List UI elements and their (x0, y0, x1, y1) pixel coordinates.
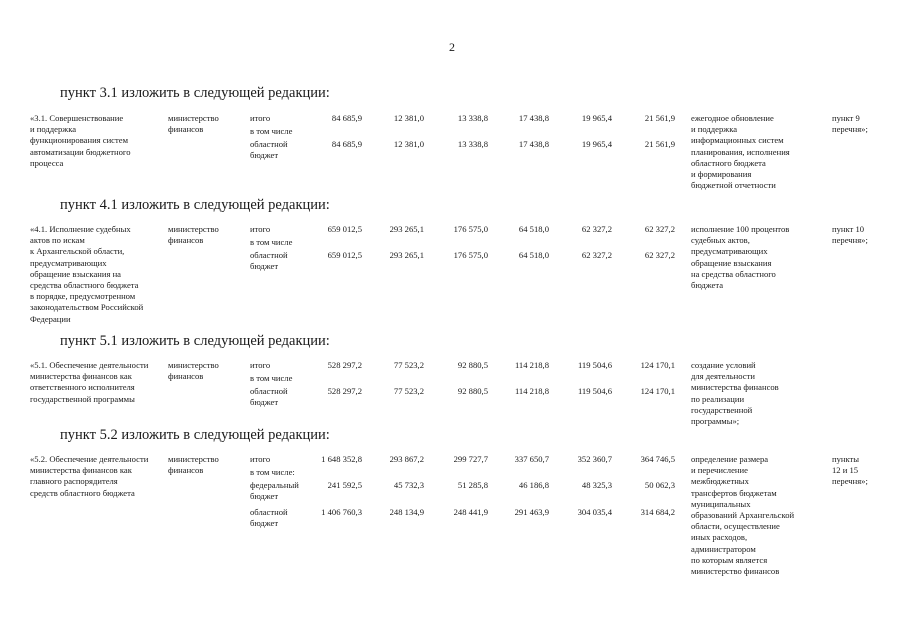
expected-result (691, 454, 794, 577)
funding-value: 314 684,2 (640, 507, 675, 517)
section-heading: пункт 5.2 изложить в следующей редакции: (60, 427, 330, 443)
funding-value: 92 880,5 (457, 360, 488, 370)
measure-name-line: актов по искам (30, 235, 85, 246)
funding-value: 17 438,8 (518, 139, 549, 149)
measure-name-line: «3.1. Совершенствование (30, 113, 124, 123)
expected-result-line: информационных систем (691, 135, 784, 146)
expected-result-line: на средства областного (691, 268, 776, 279)
funding-value: 528 297,2 (327, 386, 362, 396)
funding-value: 77 523,2 (393, 360, 424, 370)
expected-result-line: определение размера (691, 454, 769, 464)
expected-result-line: областного бюджета (691, 157, 766, 168)
row-label-line: областной (250, 139, 288, 149)
funding-value: 248 134,9 (389, 507, 424, 517)
funding-value: 51 285,8 (457, 480, 488, 490)
expected-result-line: исполнение 100 процентов (691, 224, 790, 234)
funding-value: 92 880,5 (457, 386, 488, 396)
funding-value: 13 338,8 (457, 113, 488, 123)
funding-value: 62 327,2 (644, 224, 675, 234)
measure-name-line: главного распорядителя (30, 476, 118, 487)
row-label-line: бюджет (250, 261, 279, 272)
measure-name-line: и поддержка (30, 124, 77, 135)
executor-line: финансов (168, 371, 204, 382)
funding-value: 21 561,9 (644, 113, 675, 123)
funding-value: 50 062,3 (644, 480, 675, 490)
measure-name (30, 360, 148, 405)
funding-value: 124 170,1 (640, 360, 675, 370)
expected-result-line: судебных актов, (691, 235, 750, 246)
measure-name-line: министерства финансов как (30, 465, 132, 476)
measure-name-line: «4.1. Исполнение судебных (30, 224, 131, 234)
row-label (250, 113, 270, 124)
measure-name-line: законодательством Российской (30, 302, 144, 313)
funding-value: 1 648 352,8 (321, 454, 362, 464)
expected-result-line: государственной (691, 404, 753, 415)
funding-value: 659 012,5 (327, 250, 362, 260)
funding-value: 114 218,8 (514, 386, 549, 396)
measure-name-line: «5.1. Обеспечение деятельности (30, 360, 149, 370)
funding-value: 19 965,4 (581, 113, 612, 123)
row-label (250, 360, 270, 371)
section-heading: пункт 5.1 изложить в следующей редакции: (60, 333, 330, 349)
list-reference (832, 113, 868, 135)
row-label-line: бюджет (250, 518, 279, 529)
row-label-line: в том числе (250, 236, 293, 247)
row-label-line: бюджет (250, 397, 279, 408)
row-label (250, 373, 292, 384)
expected-result-line: и поддержка (691, 124, 738, 135)
executor (168, 224, 219, 246)
funding-value: 64 518,0 (518, 250, 549, 260)
measure-name-line: средства областного бюджета (30, 280, 139, 291)
expected-result-line: программы»; (691, 416, 740, 427)
row-label (250, 224, 270, 235)
row-label (250, 386, 288, 408)
row-label-line: в том числе: (250, 466, 295, 477)
funding-value: 119 504,6 (577, 386, 612, 396)
expected-result-line: создание условий (691, 360, 756, 370)
expected-result-line: межбюджетных (691, 476, 749, 487)
row-label-line: бюджет (250, 491, 279, 502)
list-reference-line: пункты (832, 454, 860, 464)
expected-result (691, 113, 790, 191)
row-label (250, 126, 292, 137)
expected-result-line: области, осуществление (691, 521, 780, 532)
funding-value: 64 518,0 (518, 224, 549, 234)
executor-line: министерство (168, 224, 219, 234)
funding-value: 352 360,7 (577, 454, 612, 464)
funding-value: 77 523,2 (393, 386, 424, 396)
list-reference (832, 224, 868, 246)
expected-result-line: по которым является (691, 554, 768, 565)
expected-result-line: для деятельности (691, 371, 755, 382)
expected-result-line: бюджета (691, 280, 724, 291)
funding-value: 62 327,2 (581, 250, 612, 260)
list-reference-line: пункт 9 (832, 113, 860, 123)
expected-result-line: иных расходов, (691, 532, 748, 543)
list-reference-line: 12 и 15 (832, 465, 859, 476)
executor-line: министерство (168, 454, 219, 464)
measure-name-line: государственной программы (30, 393, 135, 404)
expected-result-line: администратором (691, 543, 756, 554)
funding-value: 13 338,8 (457, 139, 488, 149)
funding-value: 299 727,7 (453, 454, 488, 464)
measure-name-line: министерства финансов как (30, 371, 132, 382)
expected-result-line: бюджетной отчетности (691, 180, 776, 191)
funding-value: 45 732,3 (393, 480, 424, 490)
executor (168, 113, 219, 135)
expected-result-line: и формирования (691, 169, 752, 180)
executor-line: министерство (168, 360, 219, 370)
funding-value: 248 441,9 (453, 507, 488, 517)
measure-name-line: «5.2. Обеспечение деятельности (30, 454, 149, 464)
measure-name-line: обращение взыскания на (30, 268, 121, 279)
funding-value: 293 265,1 (389, 224, 424, 234)
funding-value: 84 685,9 (331, 139, 362, 149)
page-number: 2 (449, 40, 455, 54)
funding-value: 46 186,8 (518, 480, 549, 490)
funding-value: 17 438,8 (518, 113, 549, 123)
measure-name-line: функционирования систем (30, 135, 129, 146)
funding-value: 293 265,1 (389, 250, 424, 260)
row-label (250, 480, 299, 502)
expected-result-line: министерство финансов (691, 566, 780, 577)
funding-value: 291 463,9 (514, 507, 549, 517)
expected-result-line: образований Архангельской (691, 510, 795, 521)
measure-name-line: предусматривающих (30, 257, 107, 268)
section-heading: пункт 3.1 изложить в следующей редакции: (60, 85, 330, 101)
expected-result-line: обращение взыскания (691, 257, 772, 268)
row-label-line: областной (250, 507, 288, 517)
section-heading: пункт 4.1 изложить в следующей редакции: (60, 197, 330, 213)
measure-name-line: к Архангельской области, (30, 246, 125, 257)
expected-result-line: предусматривающих (691, 246, 768, 257)
funding-value: 124 170,1 (640, 386, 675, 396)
row-label-line: итого (250, 224, 271, 234)
expected-result (691, 224, 789, 291)
funding-value: 241 592,5 (327, 480, 362, 490)
expected-result (691, 360, 779, 427)
funding-value: 176 575,0 (453, 224, 488, 234)
funding-value: 62 327,2 (581, 224, 612, 234)
expected-result-line: планирования, исполнения (691, 146, 790, 157)
list-reference-line: перечня»; (832, 235, 868, 246)
funding-value: 364 746,5 (640, 454, 675, 464)
row-label (250, 250, 288, 272)
list-reference-line: перечня»; (832, 476, 868, 487)
list-reference-line: перечня»; (832, 124, 868, 135)
funding-value: 19 965,4 (581, 139, 612, 149)
funding-value: 304 035,4 (577, 507, 612, 517)
executor-line: министерство (168, 113, 219, 123)
funding-value: 1 406 760,3 (321, 507, 362, 517)
funding-value: 84 685,9 (331, 113, 362, 123)
measure-name (30, 113, 131, 169)
expected-result-line: трансфертов бюджетам (691, 487, 777, 498)
executor-line: финансов (168, 235, 204, 246)
funding-value: 48 325,3 (581, 480, 612, 490)
row-label-line: областной (250, 386, 288, 396)
funding-value: 12 381,0 (393, 113, 424, 123)
expected-result-line: муниципальных (691, 498, 751, 509)
funding-value: 21 561,9 (644, 139, 675, 149)
row-label (250, 237, 292, 248)
executor (168, 454, 219, 476)
row-label (250, 454, 270, 465)
row-label-line: в том числе (250, 372, 293, 383)
row-label-line: итого (250, 113, 271, 123)
funding-value: 659 012,5 (327, 224, 362, 234)
measure-name (30, 454, 148, 499)
row-label-line: в том числе (250, 125, 293, 136)
executor (168, 360, 219, 382)
measure-name-line: автоматизации бюджетного (30, 146, 131, 157)
row-label-line: федеральный (250, 480, 299, 490)
row-label-line: итого (250, 360, 271, 370)
measure-name-line: средств областного бюджета (30, 487, 135, 498)
funding-value: 12 381,0 (393, 139, 424, 149)
list-reference-line: пункт 10 (832, 224, 865, 234)
funding-value: 337 650,7 (514, 454, 549, 464)
expected-result-line: министерства финансов (691, 382, 779, 393)
executor-line: финансов (168, 465, 204, 476)
executor-line: финансов (168, 124, 204, 135)
measure-name-line: Федерации (30, 313, 71, 324)
funding-value: 62 327,2 (644, 250, 675, 260)
measure-name-line: процесса (30, 157, 64, 168)
expected-result-line: по реализации (691, 393, 745, 404)
row-label-line: итого (250, 454, 271, 464)
row-label-line: областной (250, 250, 288, 260)
funding-value: 119 504,6 (577, 360, 612, 370)
list-reference (832, 454, 868, 488)
expected-result-line: ежегодное обновление (691, 113, 774, 123)
funding-value: 176 575,0 (453, 250, 488, 260)
measure-name (30, 224, 143, 325)
row-label (250, 139, 288, 161)
funding-value: 114 218,8 (514, 360, 549, 370)
measure-name-line: ответственного исполнителя (30, 382, 135, 393)
measure-name-line: в порядке, предусмотренном (30, 291, 136, 302)
row-label-line: бюджет (250, 150, 279, 161)
funding-value: 293 867,2 (389, 454, 424, 464)
row-label (250, 507, 288, 529)
expected-result-line: и перечисление (691, 465, 748, 476)
funding-value: 528 297,2 (327, 360, 362, 370)
row-label (250, 467, 295, 478)
